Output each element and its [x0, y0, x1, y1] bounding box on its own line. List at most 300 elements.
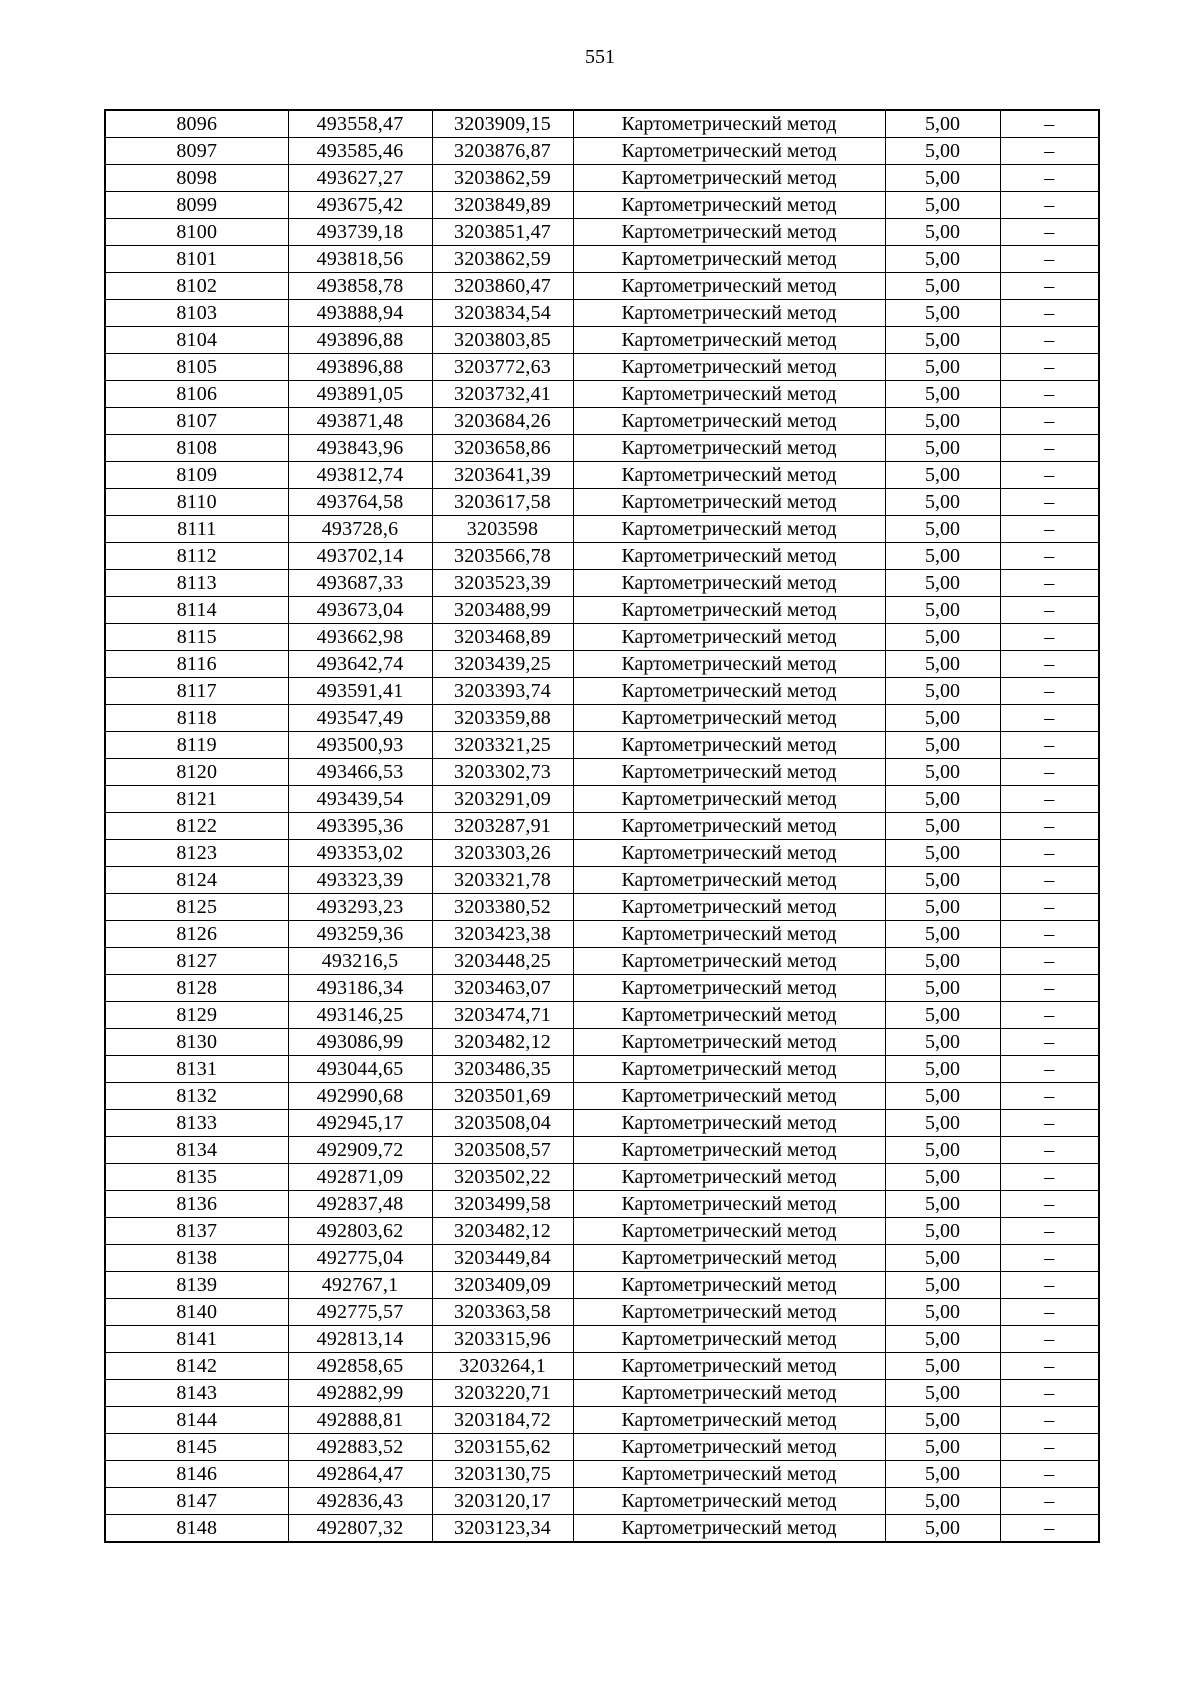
x-coordinate-cell: 492882,99	[288, 1380, 432, 1407]
point-number-cell: 8115	[105, 624, 288, 651]
dash-cell: –	[1000, 1164, 1099, 1191]
accuracy-cell: 5,00	[885, 110, 1000, 138]
point-number-cell: 8130	[105, 1029, 288, 1056]
y-coordinate-cell: 3203315,96	[432, 1326, 573, 1353]
table-row	[105, 408, 1099, 435]
accuracy-cell: 5,00	[885, 219, 1000, 246]
point-number-cell: 8123	[105, 840, 288, 867]
point-number-cell: 8111	[105, 516, 288, 543]
point-number-cell: 8141	[105, 1326, 288, 1353]
method-cell: Картометрический метод	[573, 1461, 885, 1488]
accuracy-cell: 5,00	[885, 867, 1000, 894]
method-cell: Картометрический метод	[573, 948, 885, 975]
point-number-cell: 8148	[105, 1515, 288, 1543]
x-coordinate-cell: 493186,34	[288, 975, 432, 1002]
table-row	[105, 1515, 1099, 1543]
accuracy-cell: 5,00	[885, 1191, 1000, 1218]
method-cell: Картометрический метод	[573, 489, 885, 516]
point-number-cell: 8122	[105, 813, 288, 840]
point-number-cell: 8097	[105, 138, 288, 165]
dash-cell: –	[1000, 543, 1099, 570]
x-coordinate-cell: 492945,17	[288, 1110, 432, 1137]
x-coordinate-cell: 493353,02	[288, 840, 432, 867]
dash-cell: –	[1000, 678, 1099, 705]
x-coordinate-cell: 492858,65	[288, 1353, 432, 1380]
point-number-cell: 8109	[105, 462, 288, 489]
dash-cell: –	[1000, 1245, 1099, 1272]
table-row	[105, 516, 1099, 543]
x-coordinate-cell: 492837,48	[288, 1191, 432, 1218]
method-cell: Картометрический метод	[573, 678, 885, 705]
accuracy-cell: 5,00	[885, 1353, 1000, 1380]
dash-cell: –	[1000, 732, 1099, 759]
method-cell: Картометрический метод	[573, 894, 885, 921]
accuracy-cell: 5,00	[885, 597, 1000, 624]
accuracy-cell: 5,00	[885, 705, 1000, 732]
accuracy-cell: 5,00	[885, 1407, 1000, 1434]
x-coordinate-cell: 492803,62	[288, 1218, 432, 1245]
dash-cell: –	[1000, 489, 1099, 516]
table-row	[105, 570, 1099, 597]
table-row	[105, 1245, 1099, 1272]
table-row	[105, 354, 1099, 381]
dash-cell: –	[1000, 381, 1099, 408]
accuracy-cell: 5,00	[885, 1515, 1000, 1543]
point-number-cell: 8105	[105, 354, 288, 381]
table-row	[105, 1299, 1099, 1326]
method-cell: Картометрический метод	[573, 651, 885, 678]
accuracy-cell: 5,00	[885, 138, 1000, 165]
y-coordinate-cell: 3203482,12	[432, 1029, 573, 1056]
point-number-cell: 8131	[105, 1056, 288, 1083]
y-coordinate-cell: 3203409,09	[432, 1272, 573, 1299]
dash-cell: –	[1000, 462, 1099, 489]
table-row	[105, 246, 1099, 273]
dash-cell: –	[1000, 975, 1099, 1002]
accuracy-cell: 5,00	[885, 516, 1000, 543]
y-coordinate-cell: 3203684,26	[432, 408, 573, 435]
method-cell: Картометрический метод	[573, 732, 885, 759]
y-coordinate-cell: 3203439,25	[432, 651, 573, 678]
point-number-cell: 8136	[105, 1191, 288, 1218]
accuracy-cell: 5,00	[885, 1272, 1000, 1299]
y-coordinate-cell: 3203321,78	[432, 867, 573, 894]
y-coordinate-cell: 3203860,47	[432, 273, 573, 300]
x-coordinate-cell: 493439,54	[288, 786, 432, 813]
accuracy-cell: 5,00	[885, 1110, 1000, 1137]
accuracy-cell: 5,00	[885, 246, 1000, 273]
x-coordinate-cell: 493675,42	[288, 192, 432, 219]
table-row	[105, 651, 1099, 678]
x-coordinate-cell: 493662,98	[288, 624, 432, 651]
method-cell: Картометрический метод	[573, 110, 885, 138]
table-row	[105, 624, 1099, 651]
y-coordinate-cell: 3203463,07	[432, 975, 573, 1002]
method-cell: Картометрический метод	[573, 138, 885, 165]
method-cell: Картометрический метод	[573, 327, 885, 354]
method-cell: Картометрический метод	[573, 462, 885, 489]
dash-cell: –	[1000, 1110, 1099, 1137]
y-coordinate-cell: 3203658,86	[432, 435, 573, 462]
method-cell: Картометрический метод	[573, 624, 885, 651]
x-coordinate-cell: 493558,47	[288, 110, 432, 138]
accuracy-cell: 5,00	[885, 759, 1000, 786]
y-coordinate-cell: 3203287,91	[432, 813, 573, 840]
coordinates-table	[104, 109, 1100, 1543]
table-row	[105, 1056, 1099, 1083]
dash-cell: –	[1000, 894, 1099, 921]
table-row	[105, 327, 1099, 354]
y-coordinate-cell: 3203449,84	[432, 1245, 573, 1272]
table-row	[105, 219, 1099, 246]
dash-cell: –	[1000, 1218, 1099, 1245]
table-row	[105, 381, 1099, 408]
point-number-cell: 8138	[105, 1245, 288, 1272]
method-cell: Картометрический метод	[573, 273, 885, 300]
y-coordinate-cell: 3203321,25	[432, 732, 573, 759]
accuracy-cell: 5,00	[885, 1245, 1000, 1272]
x-coordinate-cell: 492888,81	[288, 1407, 432, 1434]
table-row	[105, 1488, 1099, 1515]
point-number-cell: 8120	[105, 759, 288, 786]
y-coordinate-cell: 3203598	[432, 516, 573, 543]
y-coordinate-cell: 3203123,34	[432, 1515, 573, 1543]
y-coordinate-cell: 3203851,47	[432, 219, 573, 246]
accuracy-cell: 5,00	[885, 948, 1000, 975]
y-coordinate-cell: 3203732,41	[432, 381, 573, 408]
point-number-cell: 8139	[105, 1272, 288, 1299]
table-row	[105, 165, 1099, 192]
table-row	[105, 678, 1099, 705]
dash-cell: –	[1000, 1515, 1099, 1543]
accuracy-cell: 5,00	[885, 894, 1000, 921]
method-cell: Картометрический метод	[573, 516, 885, 543]
x-coordinate-cell: 493891,05	[288, 381, 432, 408]
dash-cell: –	[1000, 1272, 1099, 1299]
table-row	[105, 894, 1099, 921]
dash-cell: –	[1000, 570, 1099, 597]
table-row	[105, 786, 1099, 813]
table-row	[105, 1029, 1099, 1056]
method-cell: Картометрический метод	[573, 246, 885, 273]
accuracy-cell: 5,00	[885, 975, 1000, 1002]
method-cell: Картометрический метод	[573, 1191, 885, 1218]
dash-cell: –	[1000, 192, 1099, 219]
y-coordinate-cell: 3203502,22	[432, 1164, 573, 1191]
dash-cell: –	[1000, 327, 1099, 354]
method-cell: Картометрический метод	[573, 1326, 885, 1353]
method-cell: Картометрический метод	[573, 1164, 885, 1191]
table-row	[105, 462, 1099, 489]
table-row	[105, 840, 1099, 867]
dash-cell: –	[1000, 948, 1099, 975]
x-coordinate-cell: 492871,09	[288, 1164, 432, 1191]
accuracy-cell: 5,00	[885, 1380, 1000, 1407]
method-cell: Картометрический метод	[573, 1434, 885, 1461]
point-number-cell: 8100	[105, 219, 288, 246]
method-cell: Картометрический метод	[573, 1380, 885, 1407]
accuracy-cell: 5,00	[885, 1083, 1000, 1110]
x-coordinate-cell: 493702,14	[288, 543, 432, 570]
table-row	[105, 1461, 1099, 1488]
method-cell: Картометрический метод	[573, 1029, 885, 1056]
accuracy-cell: 5,00	[885, 1056, 1000, 1083]
table-row	[105, 110, 1099, 138]
method-cell: Картометрический метод	[573, 219, 885, 246]
point-number-cell: 8098	[105, 165, 288, 192]
x-coordinate-cell: 492775,57	[288, 1299, 432, 1326]
dash-cell: –	[1000, 246, 1099, 273]
point-number-cell: 8124	[105, 867, 288, 894]
point-number-cell: 8145	[105, 1434, 288, 1461]
accuracy-cell: 5,00	[885, 192, 1000, 219]
table-row	[105, 813, 1099, 840]
accuracy-cell: 5,00	[885, 462, 1000, 489]
accuracy-cell: 5,00	[885, 1461, 1000, 1488]
y-coordinate-cell: 3203834,54	[432, 300, 573, 327]
point-number-cell: 8117	[105, 678, 288, 705]
dash-cell: –	[1000, 1002, 1099, 1029]
x-coordinate-cell: 493812,74	[288, 462, 432, 489]
y-coordinate-cell: 3203803,85	[432, 327, 573, 354]
x-coordinate-cell: 493585,46	[288, 138, 432, 165]
dash-cell: –	[1000, 1434, 1099, 1461]
y-coordinate-cell: 3203641,39	[432, 462, 573, 489]
x-coordinate-cell: 493395,36	[288, 813, 432, 840]
y-coordinate-cell: 3203130,75	[432, 1461, 573, 1488]
method-cell: Картометрический метод	[573, 1245, 885, 1272]
accuracy-cell: 5,00	[885, 570, 1000, 597]
point-number-cell: 8137	[105, 1218, 288, 1245]
y-coordinate-cell: 3203501,69	[432, 1083, 573, 1110]
y-coordinate-cell: 3203303,26	[432, 840, 573, 867]
accuracy-cell: 5,00	[885, 300, 1000, 327]
table-row	[105, 1110, 1099, 1137]
dash-cell: –	[1000, 1407, 1099, 1434]
x-coordinate-cell: 493500,93	[288, 732, 432, 759]
accuracy-cell: 5,00	[885, 1434, 1000, 1461]
method-cell: Картометрический метод	[573, 1488, 885, 1515]
table-row	[105, 300, 1099, 327]
y-coordinate-cell: 3203508,57	[432, 1137, 573, 1164]
y-coordinate-cell: 3203849,89	[432, 192, 573, 219]
x-coordinate-cell: 493818,56	[288, 246, 432, 273]
accuracy-cell: 5,00	[885, 408, 1000, 435]
y-coordinate-cell: 3203909,15	[432, 110, 573, 138]
table-row	[105, 1137, 1099, 1164]
x-coordinate-cell: 493146,25	[288, 1002, 432, 1029]
point-number-cell: 8135	[105, 1164, 288, 1191]
x-coordinate-cell: 493728,6	[288, 516, 432, 543]
table-row	[105, 273, 1099, 300]
point-number-cell: 8143	[105, 1380, 288, 1407]
accuracy-cell: 5,00	[885, 813, 1000, 840]
point-number-cell: 8126	[105, 921, 288, 948]
table-row	[105, 867, 1099, 894]
table-row	[105, 921, 1099, 948]
y-coordinate-cell: 3203862,59	[432, 165, 573, 192]
y-coordinate-cell: 3203264,1	[432, 1353, 573, 1380]
table-row	[105, 435, 1099, 462]
point-number-cell: 8106	[105, 381, 288, 408]
y-coordinate-cell: 3203302,73	[432, 759, 573, 786]
method-cell: Картометрический метод	[573, 1272, 885, 1299]
point-number-cell: 8140	[105, 1299, 288, 1326]
y-coordinate-cell: 3203862,59	[432, 246, 573, 273]
dash-cell: –	[1000, 921, 1099, 948]
method-cell: Картометрический метод	[573, 1083, 885, 1110]
table-row	[105, 138, 1099, 165]
table-row	[105, 1218, 1099, 1245]
table-row	[105, 975, 1099, 1002]
accuracy-cell: 5,00	[885, 921, 1000, 948]
y-coordinate-cell: 3203380,52	[432, 894, 573, 921]
dash-cell: –	[1000, 165, 1099, 192]
page-number: 551	[585, 46, 615, 68]
table-row	[105, 192, 1099, 219]
method-cell: Картометрический метод	[573, 300, 885, 327]
table-row	[105, 1380, 1099, 1407]
point-number-cell: 8132	[105, 1083, 288, 1110]
dash-cell: –	[1000, 624, 1099, 651]
accuracy-cell: 5,00	[885, 273, 1000, 300]
y-coordinate-cell: 3203876,87	[432, 138, 573, 165]
y-coordinate-cell: 3203359,88	[432, 705, 573, 732]
x-coordinate-cell: 492813,14	[288, 1326, 432, 1353]
dash-cell: –	[1000, 1326, 1099, 1353]
point-number-cell: 8101	[105, 246, 288, 273]
dash-cell: –	[1000, 867, 1099, 894]
dash-cell: –	[1000, 813, 1099, 840]
dash-cell: –	[1000, 435, 1099, 462]
method-cell: Картометрический метод	[573, 813, 885, 840]
accuracy-cell: 5,00	[885, 651, 1000, 678]
point-number-cell: 8142	[105, 1353, 288, 1380]
method-cell: Картометрический метод	[573, 705, 885, 732]
y-coordinate-cell: 3203474,71	[432, 1002, 573, 1029]
method-cell: Картометрический метод	[573, 1353, 885, 1380]
point-number-cell: 8133	[105, 1110, 288, 1137]
y-coordinate-cell: 3203617,58	[432, 489, 573, 516]
dash-cell: –	[1000, 1461, 1099, 1488]
y-coordinate-cell: 3203155,62	[432, 1434, 573, 1461]
method-cell: Картометрический метод	[573, 354, 885, 381]
x-coordinate-cell: 493591,41	[288, 678, 432, 705]
dash-cell: –	[1000, 1488, 1099, 1515]
dash-cell: –	[1000, 1353, 1099, 1380]
accuracy-cell: 5,00	[885, 732, 1000, 759]
table-row	[105, 489, 1099, 516]
table-row	[105, 1164, 1099, 1191]
dash-cell: –	[1000, 1137, 1099, 1164]
coordinates-table-body	[105, 110, 1099, 1542]
dash-cell: –	[1000, 1299, 1099, 1326]
x-coordinate-cell: 493896,88	[288, 327, 432, 354]
x-coordinate-cell: 493896,88	[288, 354, 432, 381]
accuracy-cell: 5,00	[885, 1164, 1000, 1191]
table-row	[105, 948, 1099, 975]
accuracy-cell: 5,00	[885, 1002, 1000, 1029]
dash-cell: –	[1000, 273, 1099, 300]
accuracy-cell: 5,00	[885, 678, 1000, 705]
y-coordinate-cell: 3203120,17	[432, 1488, 573, 1515]
y-coordinate-cell: 3203220,71	[432, 1380, 573, 1407]
point-number-cell: 8134	[105, 1137, 288, 1164]
dash-cell: –	[1000, 786, 1099, 813]
x-coordinate-cell: 493216,5	[288, 948, 432, 975]
method-cell: Картометрический метод	[573, 1110, 885, 1137]
dash-cell: –	[1000, 300, 1099, 327]
point-number-cell: 8121	[105, 786, 288, 813]
x-coordinate-cell: 493888,94	[288, 300, 432, 327]
x-coordinate-cell: 493871,48	[288, 408, 432, 435]
method-cell: Картометрический метод	[573, 435, 885, 462]
point-number-cell: 8112	[105, 543, 288, 570]
table-row	[105, 1191, 1099, 1218]
y-coordinate-cell: 3203523,39	[432, 570, 573, 597]
point-number-cell: 8116	[105, 651, 288, 678]
table-row	[105, 1326, 1099, 1353]
method-cell: Картометрический метод	[573, 408, 885, 435]
y-coordinate-cell: 3203184,72	[432, 1407, 573, 1434]
y-coordinate-cell: 3203393,74	[432, 678, 573, 705]
accuracy-cell: 5,00	[885, 165, 1000, 192]
point-number-cell: 8110	[105, 489, 288, 516]
point-number-cell: 8104	[105, 327, 288, 354]
table-row	[105, 1002, 1099, 1029]
y-coordinate-cell: 3203486,35	[432, 1056, 573, 1083]
y-coordinate-cell: 3203468,89	[432, 624, 573, 651]
accuracy-cell: 5,00	[885, 1488, 1000, 1515]
x-coordinate-cell: 493627,27	[288, 165, 432, 192]
x-coordinate-cell: 493044,65	[288, 1056, 432, 1083]
dash-cell: –	[1000, 138, 1099, 165]
accuracy-cell: 5,00	[885, 624, 1000, 651]
method-cell: Картометрический метод	[573, 165, 885, 192]
x-coordinate-cell: 493323,39	[288, 867, 432, 894]
method-cell: Картометрический метод	[573, 1407, 885, 1434]
method-cell: Картометрический метод	[573, 1218, 885, 1245]
accuracy-cell: 5,00	[885, 1137, 1000, 1164]
point-number-cell: 8127	[105, 948, 288, 975]
dash-cell: –	[1000, 1083, 1099, 1110]
method-cell: Картометрический метод	[573, 1299, 885, 1326]
accuracy-cell: 5,00	[885, 786, 1000, 813]
method-cell: Картометрический метод	[573, 597, 885, 624]
x-coordinate-cell: 493687,33	[288, 570, 432, 597]
point-number-cell: 8118	[105, 705, 288, 732]
point-number-cell: 8114	[105, 597, 288, 624]
dash-cell: –	[1000, 516, 1099, 543]
accuracy-cell: 5,00	[885, 840, 1000, 867]
x-coordinate-cell: 492807,32	[288, 1515, 432, 1543]
x-coordinate-cell: 493673,04	[288, 597, 432, 624]
table-row	[105, 1407, 1099, 1434]
point-number-cell: 8144	[105, 1407, 288, 1434]
y-coordinate-cell: 3203499,58	[432, 1191, 573, 1218]
table-row	[105, 1272, 1099, 1299]
method-cell: Картометрический метод	[573, 543, 885, 570]
y-coordinate-cell: 3203363,58	[432, 1299, 573, 1326]
method-cell: Картометрический метод	[573, 1002, 885, 1029]
dash-cell: –	[1000, 408, 1099, 435]
x-coordinate-cell: 493642,74	[288, 651, 432, 678]
accuracy-cell: 5,00	[885, 354, 1000, 381]
x-coordinate-cell: 492775,04	[288, 1245, 432, 1272]
x-coordinate-cell: 492836,43	[288, 1488, 432, 1515]
accuracy-cell: 5,00	[885, 435, 1000, 462]
accuracy-cell: 5,00	[885, 327, 1000, 354]
